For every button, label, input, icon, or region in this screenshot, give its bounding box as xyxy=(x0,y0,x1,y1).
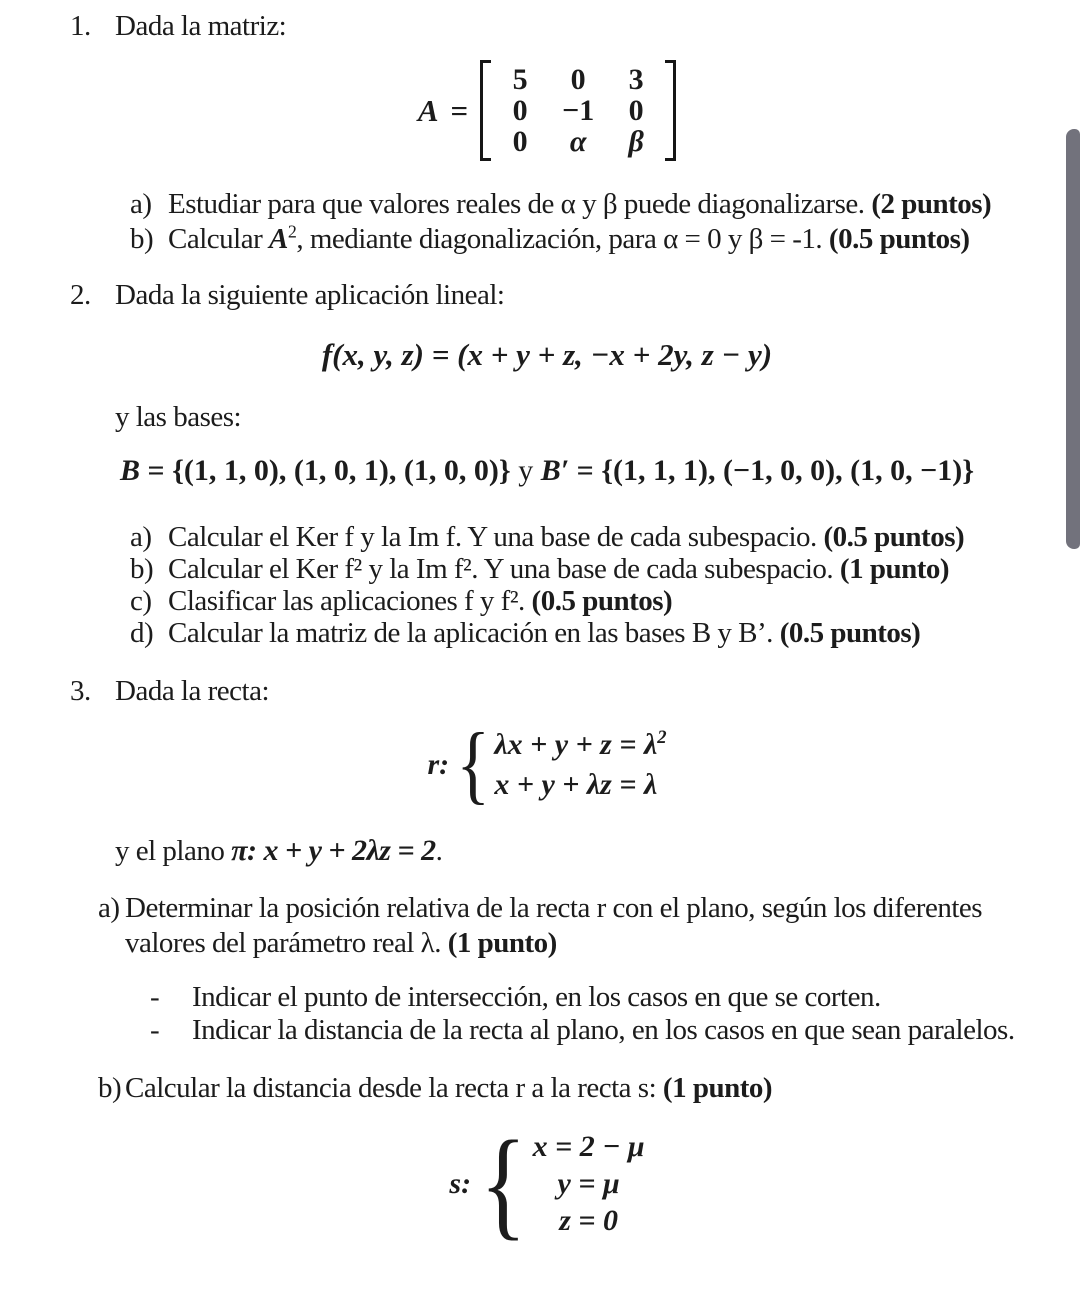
dash-bullet: - xyxy=(150,981,160,1013)
problem-2-item-a xyxy=(130,521,1024,553)
problem-2-title: Dada la siguiente aplicación lineal: xyxy=(115,279,505,311)
math-superscript: 2 xyxy=(657,727,667,748)
item-text xyxy=(125,891,993,961)
item-text xyxy=(168,617,920,649)
equation-text: λx + y + z = λ xyxy=(494,728,658,761)
matrix-cell: −1 xyxy=(562,94,595,127)
item-points: (0.5 puntos) xyxy=(531,585,673,617)
sub-bullet-intersection xyxy=(150,981,1024,1014)
item-text xyxy=(168,521,964,553)
item-text-body: Calcular la matriz de la aplicación en las bases B y B’. xyxy=(168,617,780,649)
matrix-cell: 0 xyxy=(512,94,528,127)
sub-bullet-list xyxy=(150,981,1024,1047)
item-text-body: Estudiar para que valores reales de α y β puede diagonalizarse. xyxy=(168,188,872,220)
matrix-equals: = xyxy=(450,92,469,128)
line-r-system xyxy=(70,716,1024,814)
item-text xyxy=(168,553,949,585)
line-r-equation-2: x + y + λz = λ xyxy=(494,768,658,801)
plane-equation: π: x + y + 2λz = 2 xyxy=(231,834,436,867)
item-label: b) xyxy=(130,223,154,255)
item-label: d) xyxy=(130,617,154,649)
conjunction-y: y xyxy=(510,454,541,487)
problem-2-number: 2. xyxy=(70,279,91,311)
plane-statement-end: . xyxy=(435,835,443,867)
problem-1-title: Dada la matriz: xyxy=(115,10,287,42)
problem-2-item-b xyxy=(130,553,1024,585)
basis-b-prime-symbol: B′ xyxy=(540,454,570,487)
matrix-lhs: A xyxy=(417,92,439,128)
item-points: (0.5 puntos) xyxy=(779,617,921,649)
item-points: (0.5 puntos) xyxy=(823,521,965,553)
plane-statement xyxy=(115,833,1024,869)
item-text xyxy=(168,222,970,257)
math-var-a: A xyxy=(268,223,288,255)
line-s-equations xyxy=(533,1128,645,1239)
matrix-brackets xyxy=(480,60,676,161)
item-label: b) xyxy=(130,553,154,585)
item-label: a) xyxy=(130,188,152,220)
matrix-a-formula xyxy=(70,60,1024,161)
item-text-body: Determinar la posición relativa de la recta r con el plano, según los diferentes valores del parámetro real λ. xyxy=(125,892,983,959)
item-points: (1 punto) xyxy=(839,553,950,585)
line-s-label: s: xyxy=(449,1166,472,1200)
problem-2-header xyxy=(70,277,1024,313)
problem-2-item-c xyxy=(130,585,1024,617)
line-s-equation-3: z = 0 xyxy=(559,1204,618,1237)
bases-formula xyxy=(70,451,1024,491)
item-text-body: Calcular xyxy=(168,223,269,255)
sub-bullet-distance xyxy=(150,1014,1024,1047)
matrix-cell: 0 xyxy=(628,94,644,127)
problem-3-item-a xyxy=(98,891,1024,961)
scrollbar-thumb[interactable] xyxy=(1066,129,1080,549)
item-points: (2 puntos) xyxy=(871,188,992,220)
sub-bullet-text: Indicar la distancia de la recta al plano, en los casos en que sean paralelos. xyxy=(192,1014,1015,1046)
item-points: (1 punto) xyxy=(447,927,557,959)
matrix-cell: 3 xyxy=(628,63,644,96)
linear-map-formula-text: f(x, y, z) = (x + y + z, −x + 2y, z − y) xyxy=(321,337,773,372)
item-text-body: Calcular el Ker f y la Im f. Y una base de cada subespacio. xyxy=(168,521,824,553)
problem-3-title: Dada la recta: xyxy=(115,675,270,707)
problem-1-header xyxy=(70,8,1024,44)
problem-2-items xyxy=(130,521,1024,649)
item-text xyxy=(168,187,991,222)
item-text-body: Calcular la distancia desde la recta r a la recta s: xyxy=(125,1072,663,1104)
item-text-body: , mediante diagonalización, para α = 0 y β = -1. xyxy=(296,223,829,255)
matrix-left-bracket xyxy=(480,60,491,161)
item-text xyxy=(168,585,672,617)
problem-3-item-b xyxy=(98,1071,1024,1106)
basis-b-symbol: B xyxy=(119,454,140,487)
line-r-equation-1 xyxy=(494,725,666,765)
matrix-cell-alpha: α xyxy=(569,125,587,158)
item-label: c) xyxy=(130,585,152,617)
item-points: (1 punto) xyxy=(662,1072,773,1104)
plane-statement-pre: y el plano xyxy=(115,835,232,867)
item-text-body: Calcular el Ker f² y la Im f². Y una base de cada subespacio. xyxy=(168,553,840,585)
line-s-equation-1: x = 2 − μ xyxy=(532,1130,645,1163)
bases-intro: y las bases: xyxy=(115,401,242,433)
math-superscript: 2 xyxy=(287,221,297,242)
item-text xyxy=(125,1071,772,1106)
linear-map-formula xyxy=(70,335,1024,375)
basis-b-prime-set: = {(1, 1, 1), (−1, 0, 0), (1, 0, −1)} xyxy=(569,454,975,487)
line-s-equation-2: y = μ xyxy=(557,1167,620,1200)
item-label: a) xyxy=(98,892,120,924)
problem-2-item-d xyxy=(130,617,1024,649)
line-r-label: r: xyxy=(427,748,450,781)
problem-1-items xyxy=(130,187,1024,257)
problem-1-item-a xyxy=(130,187,1024,222)
item-label: b) xyxy=(98,1072,122,1104)
matrix-grid xyxy=(491,60,665,161)
matrix-cell: 5 xyxy=(512,63,528,96)
system-brace: { xyxy=(479,1115,527,1251)
line-r-equations xyxy=(494,725,666,805)
sub-bullet-text: Indicar el punto de intersección, en los casos en que se corten. xyxy=(192,981,881,1013)
item-points: (0.5 puntos) xyxy=(828,223,970,255)
problem-1-item-b xyxy=(130,222,1024,257)
system-brace: { xyxy=(456,716,491,814)
item-label: a) xyxy=(130,521,152,553)
problem-3-header xyxy=(70,673,1024,709)
line-s-system xyxy=(70,1115,1024,1251)
item-text-body: Clasificar las aplicaciones f y f². xyxy=(168,585,532,617)
dash-bullet: - xyxy=(150,1014,160,1046)
problem-1-number: 1. xyxy=(70,10,91,42)
basis-b-set: = {(1, 1, 0), (1, 0, 1), (1, 0, 0)} xyxy=(140,454,511,487)
matrix-right-bracket xyxy=(665,60,676,161)
problem-3-number: 3. xyxy=(70,675,91,707)
matrix-cell: 0 xyxy=(570,63,586,96)
matrix-cell: 0 xyxy=(512,125,528,158)
matrix-cell-beta: β xyxy=(628,125,644,158)
